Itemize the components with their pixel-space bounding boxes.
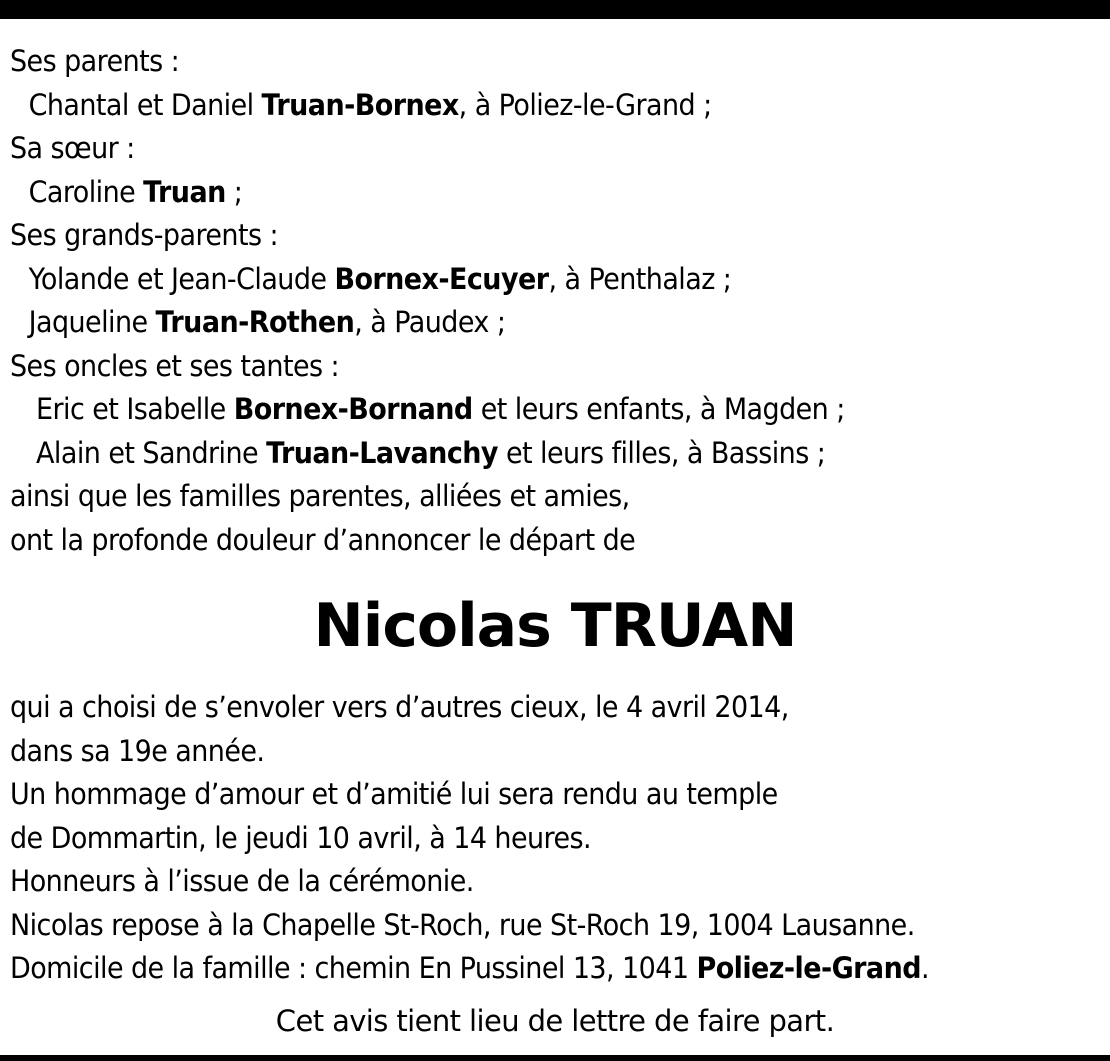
details-line: qui a choisi de s’envoler vers d’autres cieux, le 4 avril 2014, bbox=[10, 690, 789, 724]
grandparents-location: , à Paudex ; bbox=[354, 305, 506, 339]
sister-first-name: Caroline bbox=[28, 174, 144, 209]
domicile-town: Poliez-le-Grand bbox=[696, 951, 921, 985]
uncles-aunts-line bbox=[10, 432, 1024, 476]
grandparents-location: , à Penthalaz ; bbox=[548, 261, 732, 296]
uncles-aunts-surname: Bornex-Bornand bbox=[233, 392, 473, 426]
uncles-aunts-location: et leurs enfants, à Magden ; bbox=[472, 392, 845, 426]
sister-heading: Sa sœur : bbox=[10, 131, 135, 165]
parents-location: , à Poliez-le-Grand ; bbox=[458, 87, 712, 122]
details-line: Nicolas repose à la Chapelle St-Roch, rue St-Roch 19, 1004 Lausanne. bbox=[10, 907, 915, 942]
announcement-line: ont la profonde douleur d’annoncer le départ de bbox=[10, 522, 636, 557]
family-list bbox=[10, 40, 1024, 562]
details-line: Honneurs à l’issue de la cérémonie. bbox=[10, 864, 474, 898]
uncles-aunts-line bbox=[10, 388, 1024, 432]
uncles-aunts-surname: Truan-Lavanchy bbox=[266, 435, 498, 470]
grandparents-line bbox=[10, 301, 1024, 345]
uncles-aunts-first-names: Alain et Sandrine bbox=[36, 435, 267, 470]
bottom-rule bbox=[0, 1055, 1110, 1061]
details-line: Un hommage d’amour et d’amitié lui sera rendu au temple bbox=[10, 777, 778, 811]
grandparents-line bbox=[10, 258, 1024, 302]
grandparents-first-names: Yolande et Jean-Claude bbox=[28, 261, 335, 296]
sister-surname: Truan bbox=[143, 174, 226, 209]
uncles-aunts-location: et leurs filles, à Bassins ; bbox=[497, 435, 826, 470]
ceremony-details bbox=[10, 686, 1024, 991]
uncles-aunts-heading: Ses oncles et ses tantes : bbox=[10, 348, 340, 383]
parents-heading: Ses parents : bbox=[10, 44, 180, 78]
closing-note: Cet avis tient lieu de lettre de faire part. bbox=[275, 1004, 835, 1038]
grandparents-surname: Truan-Rothen bbox=[155, 305, 355, 339]
extended-family-line: ainsi que les familles parentes, alliées et amies, bbox=[10, 479, 630, 513]
sister-suffix: ; bbox=[225, 174, 243, 209]
parents-first-names: Chantal et Daniel bbox=[28, 87, 262, 122]
top-rule bbox=[0, 0, 1110, 19]
grandparents-first-names: Jaqueline bbox=[28, 305, 156, 339]
details-line: dans sa 19e année. bbox=[10, 733, 265, 768]
deceased-name: Nicolas TRUAN bbox=[313, 591, 797, 661]
domicile-line bbox=[10, 947, 1024, 991]
domicile-address: Domicile de la famille : chemin En Pussinel 13, 1041 bbox=[10, 951, 697, 985]
parents-surname: Truan-Bornex bbox=[261, 87, 459, 122]
sister-line bbox=[10, 171, 1024, 215]
grandparents-heading: Ses grands-parents : bbox=[10, 218, 279, 252]
domicile-suffix: . bbox=[920, 951, 929, 985]
uncles-aunts-first-names: Eric et Isabelle bbox=[36, 392, 234, 426]
parents-line bbox=[10, 84, 1024, 128]
grandparents-surname: Bornex-Ecuyer bbox=[334, 261, 549, 296]
details-line: de Dommartin, le jeudi 10 avril, à 14 heures. bbox=[10, 820, 592, 855]
